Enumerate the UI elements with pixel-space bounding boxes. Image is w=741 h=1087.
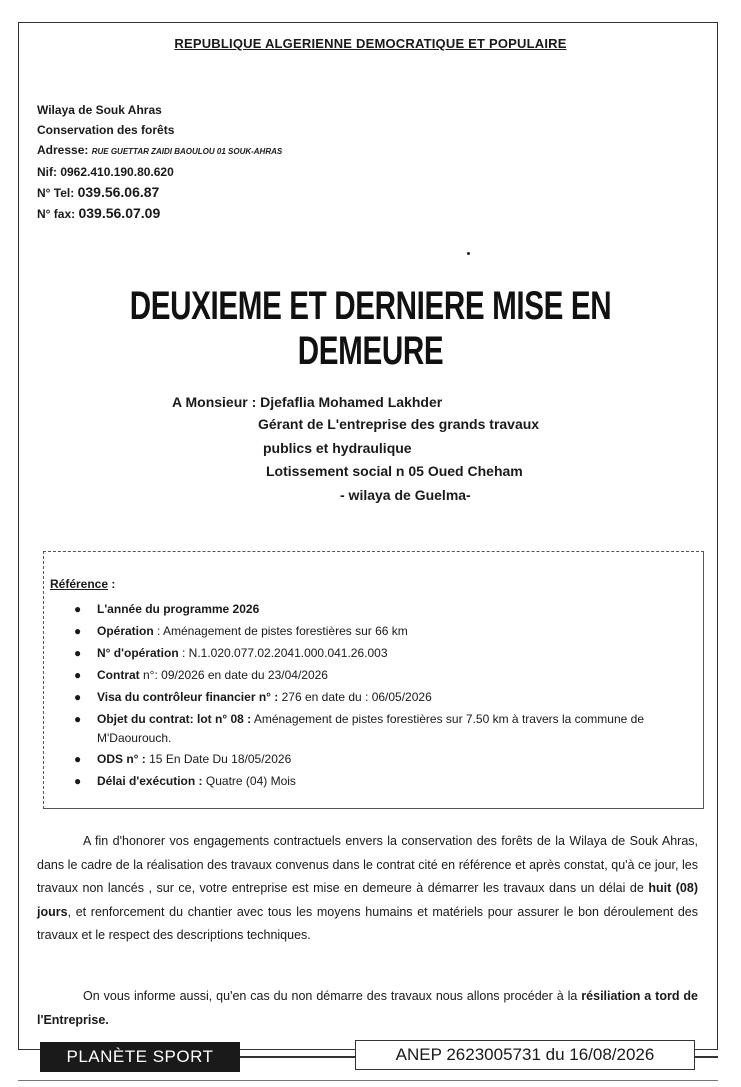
list-item [74,598,677,620]
body-paragraph-2 [37,985,698,1032]
address-value: RUE GUETTAR ZAIDI BAOULOU 01 SOUK-AHRAS [91,147,283,156]
fax-label: N° fax: [37,207,76,221]
body-paragraph-1 [37,830,698,948]
recipient-company: publics et hydraulique [263,440,412,456]
recipient-name: A Monsieur : Djefaflia Mohamed Lakhder [172,394,443,410]
bullet-icon: ● [74,774,82,788]
anep-reference: ANEP 2623005731 du 16/08/2026 [355,1040,695,1070]
bullet-icon: ● [74,712,82,726]
item-label: N° d'opération [97,646,179,660]
item-label: Contrat [97,668,140,682]
item-value: : Aménagement de pistes forestières sur 66 km [153,624,408,638]
sender-block [37,100,282,224]
nif-line: Nif: 0962.410.190.80.620 [37,165,174,179]
item-value: n°: 09/2026 en date du 23/04/2026 [139,668,328,682]
recipient-wilaya: - wilaya de Guelma- [340,487,471,503]
document-title: DEUXIEME ET DERNIERE MISE EN DEMEURE [129,284,612,373]
fax-line [37,203,282,224]
item-value: : N.1.020.077.02.2041.000.041.26.003 [178,646,388,660]
item-value: 15 En Date Du 18/05/2026 [145,752,292,766]
item-wrap [97,708,677,748]
p1-text-a: A fin d'honorer vos engagements contractuels envers la conservation des forêts de la Wilaya de Souk Ahras, dans le cadre de la réalisation des travaux convenus dans le contrat cité en référence et après constat, qu'à ce jour, les travaux non lancés , sur ce, votre entreprise est mise en demeure à démarrer les travaux dans un délai de [37,834,698,895]
item-label: L'année du programme 2026 [97,602,260,616]
list-item [74,770,677,792]
bullet-icon: ● [74,690,82,704]
item-value: Quatre (04) Mois [202,774,296,788]
address-line [37,140,282,162]
tel-label: N° Tel: [37,186,75,200]
item-label: Objet du contrat: lot n° 08 : [97,712,252,726]
item-label: Opération [97,624,154,638]
conservation-line: Conservation des forêts [37,123,175,137]
list-item [74,642,677,664]
list-item [74,686,677,708]
p1-deadline: huit (08) jours [37,881,698,919]
bullet-icon: ● [74,668,82,682]
item-value: 276 en date du : 06/05/2026 [278,690,432,704]
bullet-icon: ● [74,602,82,616]
item-label: Visa du contrôleur financier n° : [97,690,279,704]
footer-divider-right [695,1056,718,1058]
item-label: Délai d'exécution : [97,774,203,788]
bullet-icon: ● [74,624,82,638]
list-item [74,620,677,642]
p2-text-a: On vous informe aussi, qu'en cas du non démarre des travaux nous allons procéder à la [83,989,582,1003]
reference-heading-colon: : [108,577,116,591]
reference-heading [50,577,115,591]
republic-heading: REPUBLIQUE ALGERIENNE DEMOCRATIQUE ET POPULAIRE [174,36,567,51]
p1-text-b: , et renforcement du chantier avec tous les moyens humains et matériels pour assurer le bon déroulement des travaux et le respect des descriptions techniques. [37,904,698,942]
item-value: Aménagement de pistes forestières sur 7.50 km à travers la commune de M'Daourouch. [97,712,644,745]
recipient-address: Lotissement social n 05 Oued Cheham [266,463,523,479]
tel-value: 039.56.06.87 [77,184,160,200]
speck-dot [467,252,470,255]
wilaya-line: Wilaya de Souk Ahras [37,103,162,117]
footer-bottom-line [18,1080,718,1081]
footer-divider-left [240,1056,355,1058]
tel-line [37,182,282,203]
reference-list [74,598,677,792]
reference-heading-label: Référence [50,577,109,591]
bullet-icon: ● [74,646,82,660]
list-item [74,708,677,748]
fax-value: 039.56.07.09 [78,205,161,221]
recipient-role: Gérant de L'entreprise des grands travaux [258,416,540,432]
publication-badge: PLANÈTE SPORT [40,1042,240,1072]
item-label: ODS n° : [97,752,146,766]
address-label: Adresse: [37,143,89,157]
list-item [74,664,677,686]
bullet-icon: ● [74,752,82,766]
p2-resiliation: résiliation a tord de l'Entreprise. [37,989,698,1027]
list-item [74,748,677,770]
